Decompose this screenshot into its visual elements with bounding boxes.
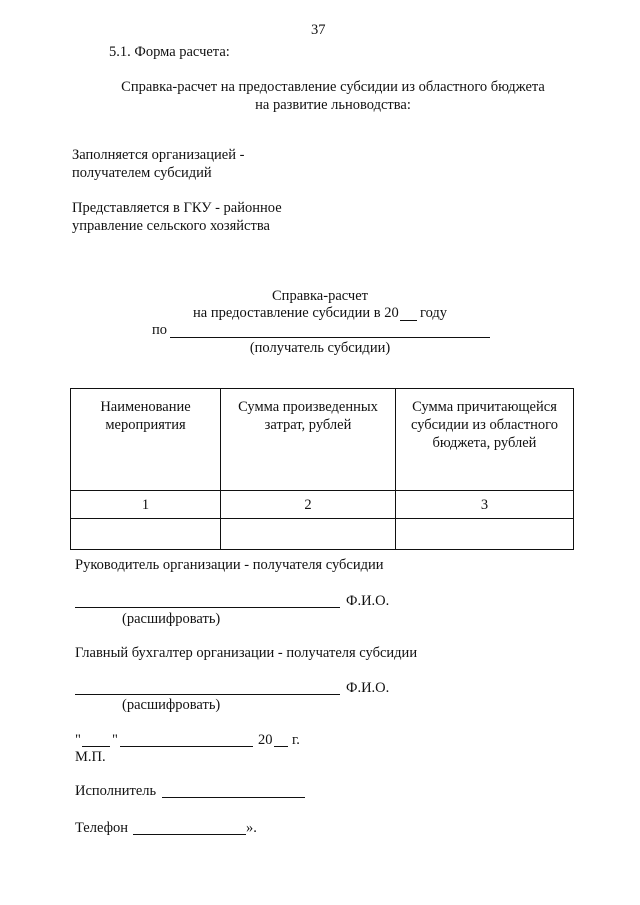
column-header-costs-line2: затрат, рублей [264, 417, 352, 433]
column-header-subsidy [396, 389, 574, 491]
table-column-numbers-row [71, 491, 574, 519]
column-header-subsidy-line1: Сумма причитающейся [412, 399, 557, 415]
phone-end: ». [246, 820, 257, 836]
accountant-label: Главный бухгалтер организации - получателя субсидии [75, 645, 418, 661]
column-header-subsidy-line3: бюджета, рублей [432, 435, 537, 451]
table-cell-measure[interactable] [71, 519, 221, 550]
column-number-3: 3 [396, 491, 574, 519]
accountant-fio-label: Ф.И.О. [346, 680, 390, 696]
date-day-blank-line[interactable] [82, 746, 110, 747]
table-header-row [71, 389, 574, 491]
date-month-blank-line[interactable] [120, 746, 253, 747]
recipient-prefix: по [152, 322, 168, 338]
table-cell-costs[interactable] [221, 519, 396, 550]
column-header-measure-line2: мероприятия [105, 417, 186, 433]
column-header-costs [221, 389, 396, 491]
table-cell-subsidy[interactable] [396, 519, 574, 550]
date-year-prefix: 20 [258, 732, 273, 748]
column-header-measure-line1: Наименование [100, 399, 191, 415]
accountant-signature-line[interactable] [75, 694, 340, 695]
document-title-line2: на развитие льноводства: [255, 97, 411, 113]
column-header-measure [71, 389, 221, 491]
submitted-to-line2: управление сельского хозяйства [72, 218, 270, 234]
manager-fio-label: Ф.И.О. [346, 593, 390, 609]
executor-label: Исполнитель [75, 783, 157, 799]
filled-by-line2: получателем субсидий [72, 165, 212, 181]
form-subtitle-prefix: на предоставление субсидии в 20 [193, 305, 399, 321]
document-title-line1: Справка-расчет на предоставление субсидии из областного бюджета [121, 79, 545, 95]
recipient-caption: (получатель субсидии) [249, 340, 391, 356]
column-header-subsidy-line2: субсидии из областного [410, 417, 559, 433]
phone-blank-line[interactable] [133, 834, 246, 835]
date-year-blank-line[interactable] [274, 746, 288, 747]
column-number-1: 1 [71, 491, 221, 519]
date-quote-close: " [112, 732, 118, 748]
recipient-blank-line[interactable] [170, 337, 490, 338]
form-subtitle-suffix: году [420, 305, 448, 321]
year-blank-line[interactable] [400, 320, 417, 321]
column-header-costs-line1: Сумма произведенных [238, 399, 378, 415]
column-number-2: 2 [221, 491, 396, 519]
table-data-row [71, 519, 574, 550]
date-quote-open: " [75, 732, 81, 748]
date-year-suffix: г. [292, 732, 300, 748]
stamp-label: М.П. [75, 749, 106, 765]
section-heading: 5.1. Форма расчета: [109, 44, 230, 60]
form-title: Справка-расчет [272, 288, 368, 304]
accountant-decode-caption: (расшифровать) [122, 697, 221, 713]
manager-label: Руководитель организации - получателя субсидии [75, 557, 384, 573]
submitted-to-line1: Представляется в ГКУ - районное [72, 200, 282, 216]
subsidy-calculation-table [70, 388, 574, 550]
executor-blank-line[interactable] [162, 797, 305, 798]
manager-signature-line[interactable] [75, 607, 340, 608]
page-number: 37 [311, 22, 326, 38]
filled-by-line1: Заполняется организацией - [72, 147, 245, 163]
phone-label: Телефон [75, 820, 128, 836]
manager-decode-caption: (расшифровать) [122, 611, 221, 627]
